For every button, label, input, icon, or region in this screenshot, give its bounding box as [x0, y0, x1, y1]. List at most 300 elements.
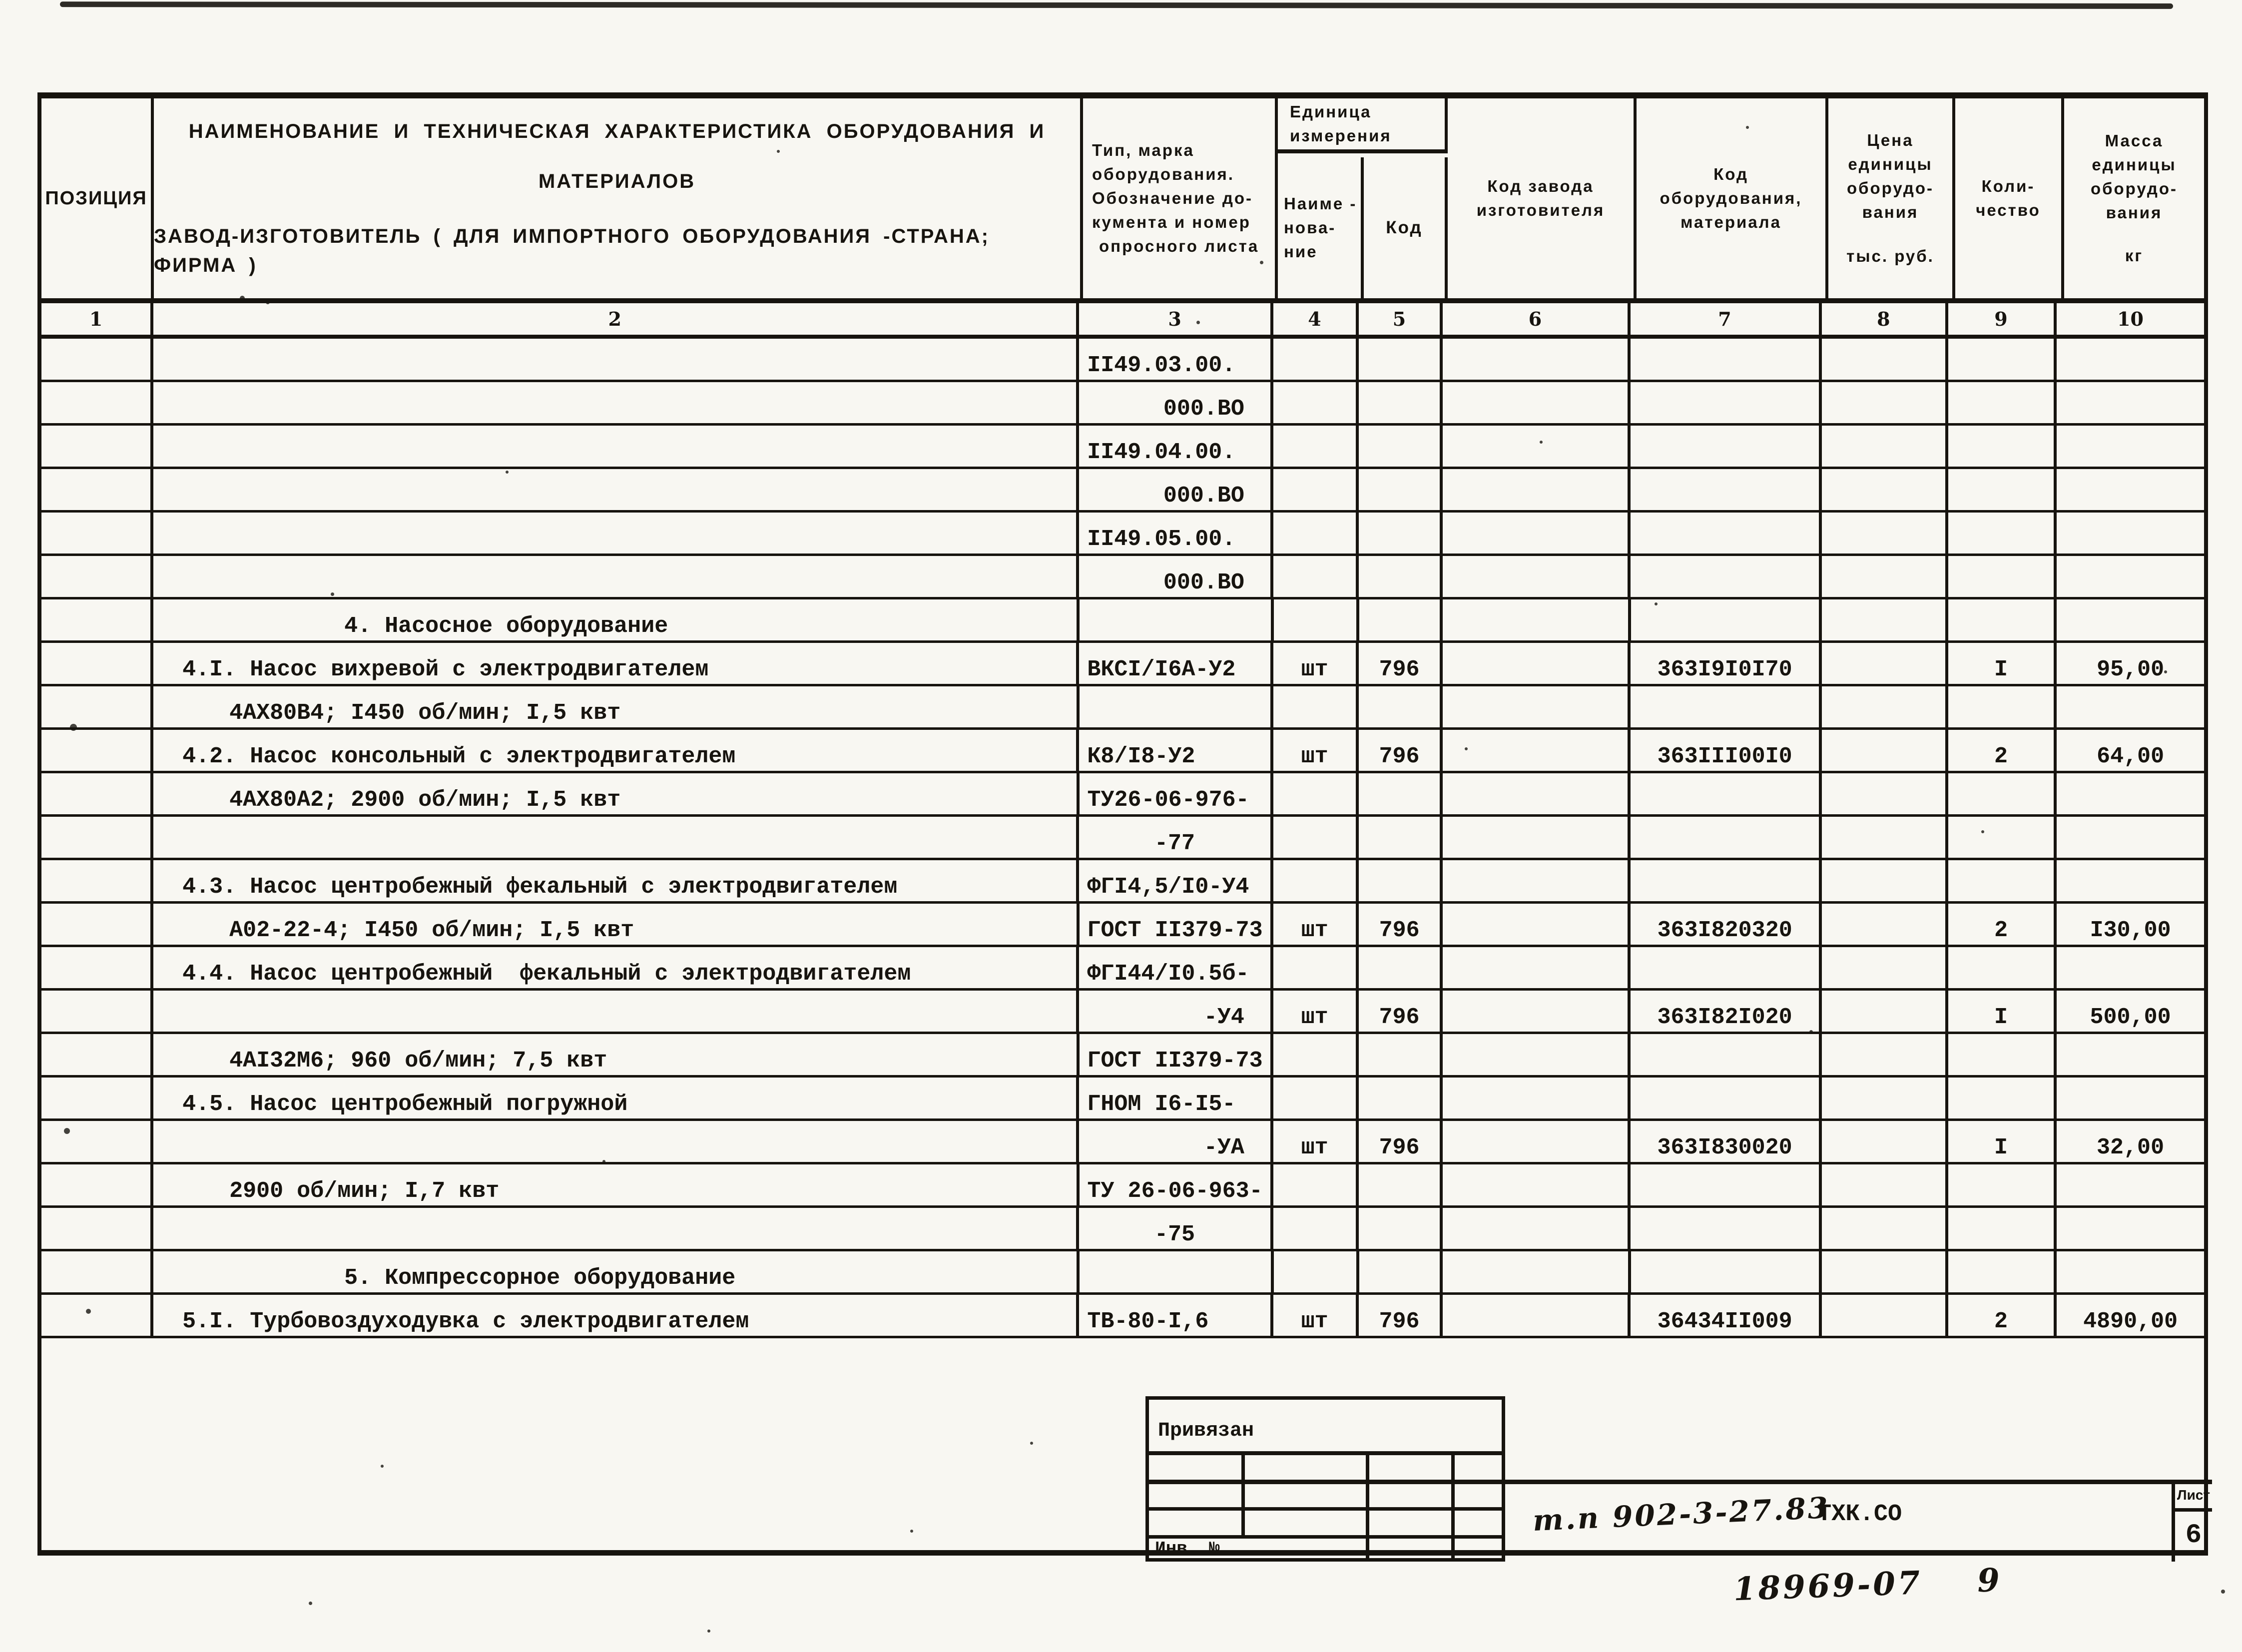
plant-cell [1443, 382, 1631, 423]
equip-cell [1631, 382, 1822, 423]
table-row [41, 599, 2204, 643]
qty-cell [1948, 860, 2057, 901]
plant-cell [1443, 773, 1631, 814]
table-row [41, 643, 2204, 686]
col-header-unit-name [1278, 157, 1364, 298]
equip-cell: 363I9I0I70 [1631, 643, 1822, 684]
unit-cell [1273, 773, 1359, 814]
plant-code-line: Код завода [1487, 177, 1594, 196]
scan-speck [1981, 830, 1984, 833]
mass-line: единицы [2092, 155, 2177, 174]
table-row [41, 730, 2204, 773]
name-cell: 4АХ80В4; I450 об/мин; I,5 квт [153, 686, 1079, 727]
col-header-equip-code [1637, 98, 1828, 298]
mass-cell: 64,00 [2097, 744, 2165, 769]
qty-cell: 2 [1948, 1295, 2057, 1336]
price-cell [1822, 599, 1948, 640]
mass-cell [2057, 947, 2204, 988]
qty-cell: 2 [1948, 730, 2057, 771]
table-row [41, 1251, 2204, 1295]
mass-cell [2057, 1251, 2204, 1292]
mass-cell [2057, 773, 2204, 814]
mass-cell [2057, 339, 2204, 380]
pos-cell [41, 686, 153, 727]
doc-number: 18969-07 [1732, 1564, 1923, 1609]
code-cell [1359, 382, 1442, 423]
type-cell: ГОСТ II379-73 [1080, 1034, 1274, 1075]
column-number-2: 2 [153, 303, 1079, 335]
scan-speck [309, 1602, 312, 1605]
table-row [41, 339, 2204, 382]
type-cell: ФГI44/I0.5б- [1079, 947, 1273, 988]
qty-cell [1948, 817, 2057, 858]
unit-cell [1273, 469, 1359, 510]
org-code: ТХК.СО [1817, 1501, 1902, 1528]
qty-cell: I [1948, 1121, 2057, 1162]
scan-edge-smudge [60, 1, 2173, 9]
price-cell [1822, 1208, 1948, 1249]
type-cell: К8/I8-У2 [1079, 730, 1273, 771]
table-row [41, 1121, 2204, 1164]
type-cell: 000.ВО [1079, 556, 1273, 597]
type-cell: ФГI4,5/I0-У4 [1079, 860, 1273, 901]
equip-cell [1631, 1164, 1822, 1205]
scan-speck [64, 1128, 70, 1134]
col-header-plant-code [1448, 98, 1637, 298]
name-cell: 4.4. Насос центробежный фекальный с электродвигателем [153, 947, 1079, 988]
price-cell [1822, 556, 1948, 597]
equip-cell [1631, 773, 1822, 814]
price-cell [1822, 469, 1948, 510]
stamp-line [1149, 1535, 1502, 1539]
stamp-line [1451, 1451, 1455, 1558]
code-cell: 796 [1359, 730, 1442, 771]
column-number-8: 8 [1822, 303, 1948, 335]
mass-line: оборудо- [2090, 179, 2178, 198]
unit-cell [1274, 1251, 1359, 1292]
equip-cell [1631, 1078, 1822, 1118]
unit-cell [1273, 1078, 1359, 1118]
qty-cell [1948, 773, 2057, 814]
stamp-inventory-label: Инв. № [1155, 1539, 1220, 1559]
column-number-9: 9 [1948, 303, 2057, 335]
plant-code-line: изготовителя [1476, 201, 1605, 219]
name-cell [153, 426, 1079, 467]
equip-code-line: материала [1681, 212, 1781, 231]
column-number-row [41, 303, 2204, 339]
pos-cell [41, 469, 153, 510]
col-header-type [1083, 98, 1278, 298]
name-header-line2: МАТЕРИАЛОВ [538, 170, 696, 192]
equip-cell: 363I820320 [1631, 904, 1822, 945]
qty-cell [1948, 686, 2057, 727]
type-cell [1080, 686, 1274, 727]
stamp-line [1241, 1451, 1245, 1539]
code-cell [1359, 1208, 1442, 1249]
stamp-line [1366, 1451, 1369, 1558]
code-cell [1359, 686, 1442, 727]
mass-cell: 32,00 [2097, 1135, 2165, 1160]
equip-cell [1631, 1208, 1822, 1249]
price-line: вания [1862, 202, 1919, 221]
pos-cell [41, 382, 153, 423]
equip-cell: 36434II009 [1631, 1295, 1822, 1336]
price-cell [1822, 991, 1948, 1032]
col-header-unit-code [1364, 157, 1448, 298]
equip-cell [1631, 686, 1822, 727]
drawing-frame [37, 92, 2211, 1559]
titleblock-line [1145, 1480, 2212, 1484]
qty-cell [1948, 947, 2057, 988]
name-cell: 2900 об/мин; I,7 квт [153, 1164, 1079, 1205]
scan-speck [602, 1160, 605, 1163]
scan-speck [381, 1465, 384, 1468]
pos-cell [41, 599, 153, 640]
unit-cell [1274, 599, 1359, 640]
name-cell: 5. Компрессорное оборудование [153, 1251, 1080, 1292]
table-row [41, 686, 2204, 730]
code-cell [1359, 469, 1442, 510]
unit-cell [1273, 817, 1359, 858]
qty-cell [1948, 426, 2057, 467]
scan-speck [1655, 602, 1658, 605]
type-header-line: опросного листа [1099, 236, 1259, 255]
equip-cell [1631, 513, 1822, 553]
handwritten-project-code: т.п 902-3-27.83 [1532, 1491, 1831, 1538]
code-cell: 796 [1359, 904, 1442, 945]
mass-cell [2057, 1034, 2204, 1075]
plant-cell [1443, 1295, 1631, 1336]
table-row [41, 1164, 2204, 1208]
mass-cell: 4890,00 [2083, 1309, 2178, 1334]
price-cell [1822, 773, 1948, 814]
price-cell [1822, 339, 1948, 380]
mass-line: вания [2106, 203, 2163, 222]
unit-cell: шт [1273, 991, 1359, 1032]
code-cell [1359, 947, 1442, 988]
equip-cell [1631, 469, 1822, 510]
equip-code-line: оборудования, [1660, 189, 1802, 208]
code-cell [1359, 1164, 1442, 1205]
plant-cell [1443, 686, 1631, 727]
price-cell [1822, 817, 1948, 858]
pos-cell [41, 730, 153, 771]
price-cell [1822, 947, 1948, 988]
price-cell [1822, 1121, 1948, 1162]
table-header [41, 98, 2204, 303]
column-number-4: 4 [1273, 303, 1359, 335]
code-cell: 796 [1359, 1121, 1442, 1162]
table-row [41, 947, 2204, 991]
equip-cell [1631, 860, 1822, 901]
mass-cell [2057, 1208, 2204, 1249]
scan-speck [506, 471, 509, 474]
equip-cell: 363I82I020 [1631, 991, 1822, 1032]
pos-cell [41, 426, 153, 467]
col-header-quantity [1955, 98, 2064, 298]
name-cell: А02-22-4; I450 об/мин; I,5 квт [153, 904, 1079, 945]
price-line: Цена [1867, 131, 1914, 150]
table-row [41, 1078, 2204, 1121]
unit-cell [1273, 1164, 1359, 1205]
plant-cell [1443, 426, 1631, 467]
qty-cell [1948, 556, 2057, 597]
equip-cell [1631, 1251, 1822, 1292]
equip-cell [1631, 426, 1822, 467]
scan-speck [2164, 670, 2167, 673]
pos-cell [41, 904, 153, 945]
unit-cell [1273, 1208, 1359, 1249]
unit-cell: шт [1273, 1121, 1359, 1162]
name-cell [153, 1208, 1079, 1249]
name-cell: 4.3. Насос центробежный фекальный с электродвигателем [153, 860, 1079, 901]
price-line: единицы [1848, 155, 1933, 174]
price-cell [1822, 1164, 1948, 1205]
qty-cell [1948, 382, 2057, 423]
mass-cell [2057, 860, 2204, 901]
type-cell: -77 [1079, 817, 1273, 858]
price-cell [1822, 860, 1948, 901]
price-cell [1822, 730, 1948, 771]
code-cell: 796 [1359, 991, 1442, 1032]
name-cell [153, 513, 1079, 553]
qty-cell: I [1948, 643, 2057, 684]
scan-speck [331, 592, 334, 596]
table-row [41, 817, 2204, 860]
table-row [41, 1208, 2204, 1251]
mass-cell [2057, 513, 2204, 553]
plant-cell [1443, 1121, 1631, 1162]
column-number-3: 3 [1079, 303, 1273, 335]
table-row [41, 991, 2204, 1034]
name-cell: 5.I. Турбовоздуходувка с электродвигателем [153, 1295, 1079, 1336]
scan-speck [707, 1630, 710, 1633]
code-cell [1359, 556, 1442, 597]
price-unit-line: тыс. руб. [1846, 246, 1934, 265]
mass-cell [2057, 817, 2204, 858]
scan-speck [1540, 441, 1543, 444]
scan-speck [1030, 1442, 1033, 1445]
unit-name-line: нова- [1284, 218, 1336, 237]
binding-stamp [1145, 1396, 1505, 1562]
type-cell: II49.04.00. [1079, 426, 1273, 467]
mass-cell: I30,00 [2090, 918, 2171, 943]
titleblock-line [2172, 1480, 2175, 1562]
qty-line: Коли- [1981, 177, 2035, 196]
table-row [41, 1295, 2204, 1338]
pos-cell [41, 1208, 153, 1249]
column-number-6: 6 [1443, 303, 1631, 335]
type-cell: -У4 [1079, 991, 1273, 1032]
pos-cell [41, 773, 153, 814]
pos-cell [41, 513, 153, 553]
mass-cell [2057, 426, 2204, 467]
name-cell: 4.I. Насос вихревой с электродвигателем [153, 643, 1079, 684]
table-row [41, 1034, 2204, 1078]
scan-speck [1465, 747, 1468, 750]
pos-cell [41, 817, 153, 858]
col-header-price [1828, 98, 1955, 298]
mass-cell: 95,00 [2097, 657, 2165, 682]
qty-cell: 2 [1948, 904, 2057, 945]
equip-cell: 363III00I0 [1631, 730, 1822, 771]
unit-code-label: Код [1386, 217, 1423, 237]
stamp-line [1149, 1507, 1502, 1511]
pos-cell [41, 556, 153, 597]
qty-cell [1948, 599, 2057, 640]
table-row [41, 382, 2204, 426]
plant-cell [1443, 991, 1631, 1032]
column-number-5: 5 [1359, 303, 1442, 335]
unit-name-line: Наиме - [1284, 194, 1357, 213]
price-cell [1822, 1078, 1948, 1118]
code-cell [1359, 599, 1443, 640]
mass-cell [2057, 556, 2204, 597]
equip-cell [1631, 817, 1822, 858]
pos-cell [41, 947, 153, 988]
type-cell: ГОСТ II379-73 [1080, 904, 1274, 945]
qty-cell [1948, 1251, 2057, 1292]
type-cell: II49.05.00. [1079, 513, 1273, 553]
name-cell: 4.5. Насос центробежный погружной [153, 1078, 1079, 1118]
equip-cell: 363I830020 [1631, 1121, 1822, 1162]
mass-line: Масса [2105, 131, 2164, 150]
price-cell [1822, 686, 1948, 727]
scan-speck [777, 150, 780, 153]
type-cell: II49.03.00. [1079, 339, 1273, 380]
type-header-line: Обозначение до- [1092, 189, 1253, 208]
plant-cell [1443, 817, 1631, 858]
code-cell [1359, 513, 1442, 553]
name-cell [153, 382, 1079, 423]
pos-cell [41, 1164, 153, 1205]
titleblock-line [2172, 1508, 2212, 1512]
price-cell [1822, 382, 1948, 423]
code-cell [1359, 773, 1442, 814]
code-cell [1359, 339, 1442, 380]
qty-cell [1948, 1208, 2057, 1249]
qty-line: чество [1976, 201, 2041, 219]
price-cell [1822, 643, 1948, 684]
name-header-line1: НАИМЕНОВАНИЕ И ТЕХНИЧЕСКАЯ ХАРАКТЕРИСТИКА ОБОРУДОВАНИЯ И [188, 120, 1046, 142]
type-cell: ГНОМ I6-I5- [1079, 1078, 1273, 1118]
plant-cell [1443, 1034, 1631, 1075]
scan-speck [266, 300, 270, 304]
sheet-label: Лист [2177, 1487, 2211, 1503]
plant-cell [1443, 339, 1631, 380]
unit-cell: шт [1273, 904, 1359, 945]
price-cell [1822, 1034, 1948, 1075]
plant-cell [1443, 1251, 1631, 1292]
qty-cell [1948, 513, 2057, 553]
equip-cell [1631, 947, 1822, 988]
plant-cell [1443, 1164, 1631, 1205]
table-row [41, 773, 2204, 817]
name-cell [153, 1121, 1079, 1162]
equip-cell [1631, 599, 1822, 640]
stamp-line [1149, 1451, 1502, 1455]
name-header-line3: ЗАВОД-ИЗГОТОВИТЕЛЬ ( ДЛЯ ИМПОРТНОГО ОБОРУДОВАНИЯ -СТРАНА; ФИРМА ) [154, 225, 990, 276]
pos-cell [41, 1251, 153, 1292]
scan-speck [2221, 1590, 2225, 1594]
scan-speck [1746, 126, 1749, 129]
handwritten-doc-number [1733, 1562, 2003, 1609]
unit-group-line: измерения [1290, 126, 1392, 145]
price-cell [1822, 513, 1948, 553]
column-number-1: 1 [41, 303, 153, 335]
pos-cell [41, 991, 153, 1032]
pos-cell [41, 1078, 153, 1118]
equip-cell [1631, 339, 1822, 380]
type-cell: ТУ26-06-976- [1080, 773, 1274, 814]
price-cell [1822, 904, 1948, 945]
plant-cell [1443, 599, 1631, 640]
table-row [41, 469, 2204, 513]
plant-cell [1443, 860, 1631, 901]
plant-cell [1443, 730, 1631, 771]
code-cell [1359, 1034, 1442, 1075]
type-cell [1080, 1251, 1273, 1292]
unit-cell [1273, 513, 1359, 553]
pos-cell [41, 1121, 153, 1162]
name-cell [153, 339, 1079, 380]
unit-cell [1273, 686, 1359, 727]
pos-cell [41, 1295, 153, 1336]
mass-unit-line: кг [2125, 246, 2144, 265]
name-cell [153, 991, 1079, 1032]
plant-cell [1443, 1208, 1631, 1249]
mass-cell [2057, 686, 2204, 727]
qty-cell [1948, 1164, 2057, 1205]
table-row [41, 556, 2204, 599]
unit-cell [1273, 1034, 1359, 1075]
code-cell [1359, 1251, 1443, 1292]
scan-speck [70, 724, 77, 731]
qty-cell [1948, 339, 2057, 380]
col-header-unit-group [1278, 98, 1448, 153]
col-header-position [41, 98, 154, 298]
price-cell [1822, 1251, 1948, 1292]
column-number-7: 7 [1631, 303, 1822, 335]
code-cell [1359, 1078, 1442, 1118]
scan-speck [910, 1530, 913, 1533]
name-cell [153, 556, 1079, 597]
unit-cell: шт [1273, 643, 1359, 684]
type-cell [1080, 599, 1273, 640]
type-cell: -75 [1079, 1208, 1273, 1249]
price-cell [1822, 1295, 1948, 1336]
scan-speck [86, 1309, 91, 1314]
scan-speck [1196, 321, 1200, 324]
unit-cell: шт [1273, 1295, 1359, 1336]
type-header-line: оборудования. [1092, 165, 1234, 184]
scan-speck [240, 296, 245, 301]
unit-cell [1273, 556, 1359, 597]
table-row [41, 904, 2204, 947]
type-cell: 000.ВО [1079, 382, 1273, 423]
plant-cell [1443, 643, 1631, 684]
type-header-line: Тип, марка [1092, 141, 1194, 160]
plant-cell [1443, 904, 1631, 945]
table-row [41, 426, 2204, 469]
scan-speck [1809, 1030, 1813, 1034]
mass-cell [2057, 1078, 2204, 1118]
unit-cell [1273, 860, 1359, 901]
unit-cell [1273, 339, 1359, 380]
equip-cell [1631, 556, 1822, 597]
pos-cell [41, 1034, 153, 1075]
scan-speck [1260, 261, 1263, 264]
